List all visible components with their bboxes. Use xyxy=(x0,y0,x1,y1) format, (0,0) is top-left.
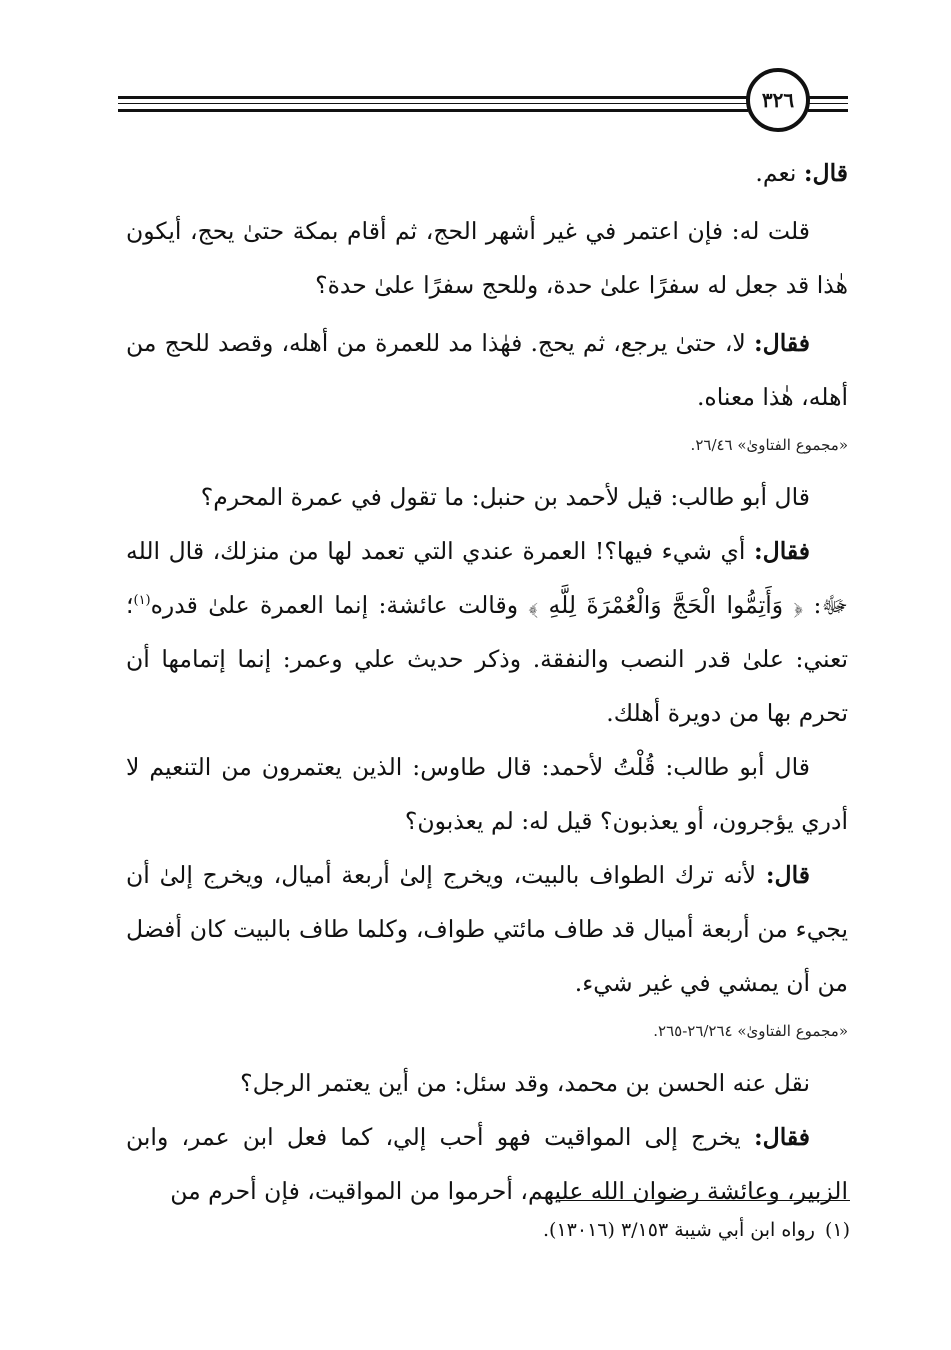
paragraph-text: يخرج إلى المواقيت فهو أحب إلي، كما فعل ابن عمر، وابن الزبير، وعائشة رضوان الله عليهم، أحرموا من المواقيت، فإن أحرم من xyxy=(126,1123,848,1205)
paragraph xyxy=(126,1110,848,1218)
page-number: ٣٢٦ xyxy=(761,88,795,112)
paragraph-lead: فقال: xyxy=(753,537,810,565)
header-rule xyxy=(118,103,748,104)
footnote-marker: (١) xyxy=(824,1219,850,1241)
page-number-badge xyxy=(746,68,810,132)
header-rule xyxy=(118,109,748,112)
paragraph-text: قلت له: فإن اعتمر في غير أشهر الحج، ثم أقام بمكة حتىٰ يحج، أيكون هٰذا قد جعل له سفرًا علىٰ حدة، وللحج سفرًا علىٰ حدة؟ xyxy=(126,217,848,299)
page-header xyxy=(118,68,848,138)
footnote-separator xyxy=(556,1200,850,1201)
paragraph-text: نعم. xyxy=(755,159,804,187)
paragraph-text: أي شيء فيها؟! العمرة عندي التي تعمد لها من منزلك، قال الله ﷻ: ﴿ وَأَتِمُّوا الْحَجَّ وَالْعُمْرَةَ لِلَّهِ ﴾ وقالت عائشة: إنما العمرة علىٰ قدره xyxy=(126,537,848,619)
header-rule xyxy=(808,96,848,99)
paragraph-text: لا، حتىٰ يرجع، ثم يحج. فهٰذا مد للعمرة من أهله، وقصد للحج من أهله، هٰذا معناه. xyxy=(126,329,848,411)
paragraph-text: ؛ تعني: علىٰ قدر النصب والنفقة. وذكر حديث علي وعمر: إنما إتمامها أن تحرم بها من دويرة أهلك. xyxy=(126,591,848,727)
paragraph-text: لأنه ترك الطواف بالبيت، ويخرج إلىٰ أربعة أميال، ويخرج إلىٰ أن يجيء من أربعة أميال قد طاف مائتي طواف، وكلما طاف بالبيت كان أفضل من أن يمشي في غير شيء. xyxy=(126,861,848,997)
header-rule xyxy=(808,109,848,112)
source-citation: «مجموع الفتاوىٰ» ٢٦/٤٦. xyxy=(690,436,848,454)
paragraph xyxy=(126,470,848,524)
paragraph-lead: قال: xyxy=(765,861,810,889)
header-rule xyxy=(808,103,848,104)
paragraph-lead: فقال: xyxy=(753,329,810,357)
footnote-reference: (١) xyxy=(133,593,151,609)
paragraph-text: نقل عنه الحسن بن محمد، وقد سئل: من أين يعتمر الرجل؟ xyxy=(240,1069,810,1097)
source-citation: «مجموع الفتاوىٰ» ٢٦/٢٦٤-٢٦٥. xyxy=(653,1022,848,1040)
paragraph xyxy=(126,316,848,424)
paragraph-text: قال أبو طالب: قُلْتُ لأحمد: قال طاوس: الذين يعتمرون من التنعيم لا أدري يؤجرون، أو يعذبون؟ قيل له: لم يعذبون؟ xyxy=(126,753,848,835)
footnote-text: رواه ابن أبي شيبة ٣/١٥٣ (١٣٠١٦). xyxy=(543,1219,815,1241)
paragraph-lead: فقال: xyxy=(753,1123,810,1151)
paragraph xyxy=(126,524,848,740)
paragraph-text: قال أبو طالب: قيل لأحمد بن حنبل: ما تقول في عمرة المحرم؟ xyxy=(200,483,810,511)
paragraph xyxy=(126,146,848,200)
paragraph xyxy=(126,740,848,848)
footnote xyxy=(400,1216,850,1244)
header-rule xyxy=(118,96,748,99)
paragraph xyxy=(126,848,848,1010)
paragraph xyxy=(126,204,848,312)
paragraph xyxy=(126,1056,848,1110)
page-body xyxy=(126,146,848,1218)
paragraph-lead: قال: xyxy=(803,159,848,187)
